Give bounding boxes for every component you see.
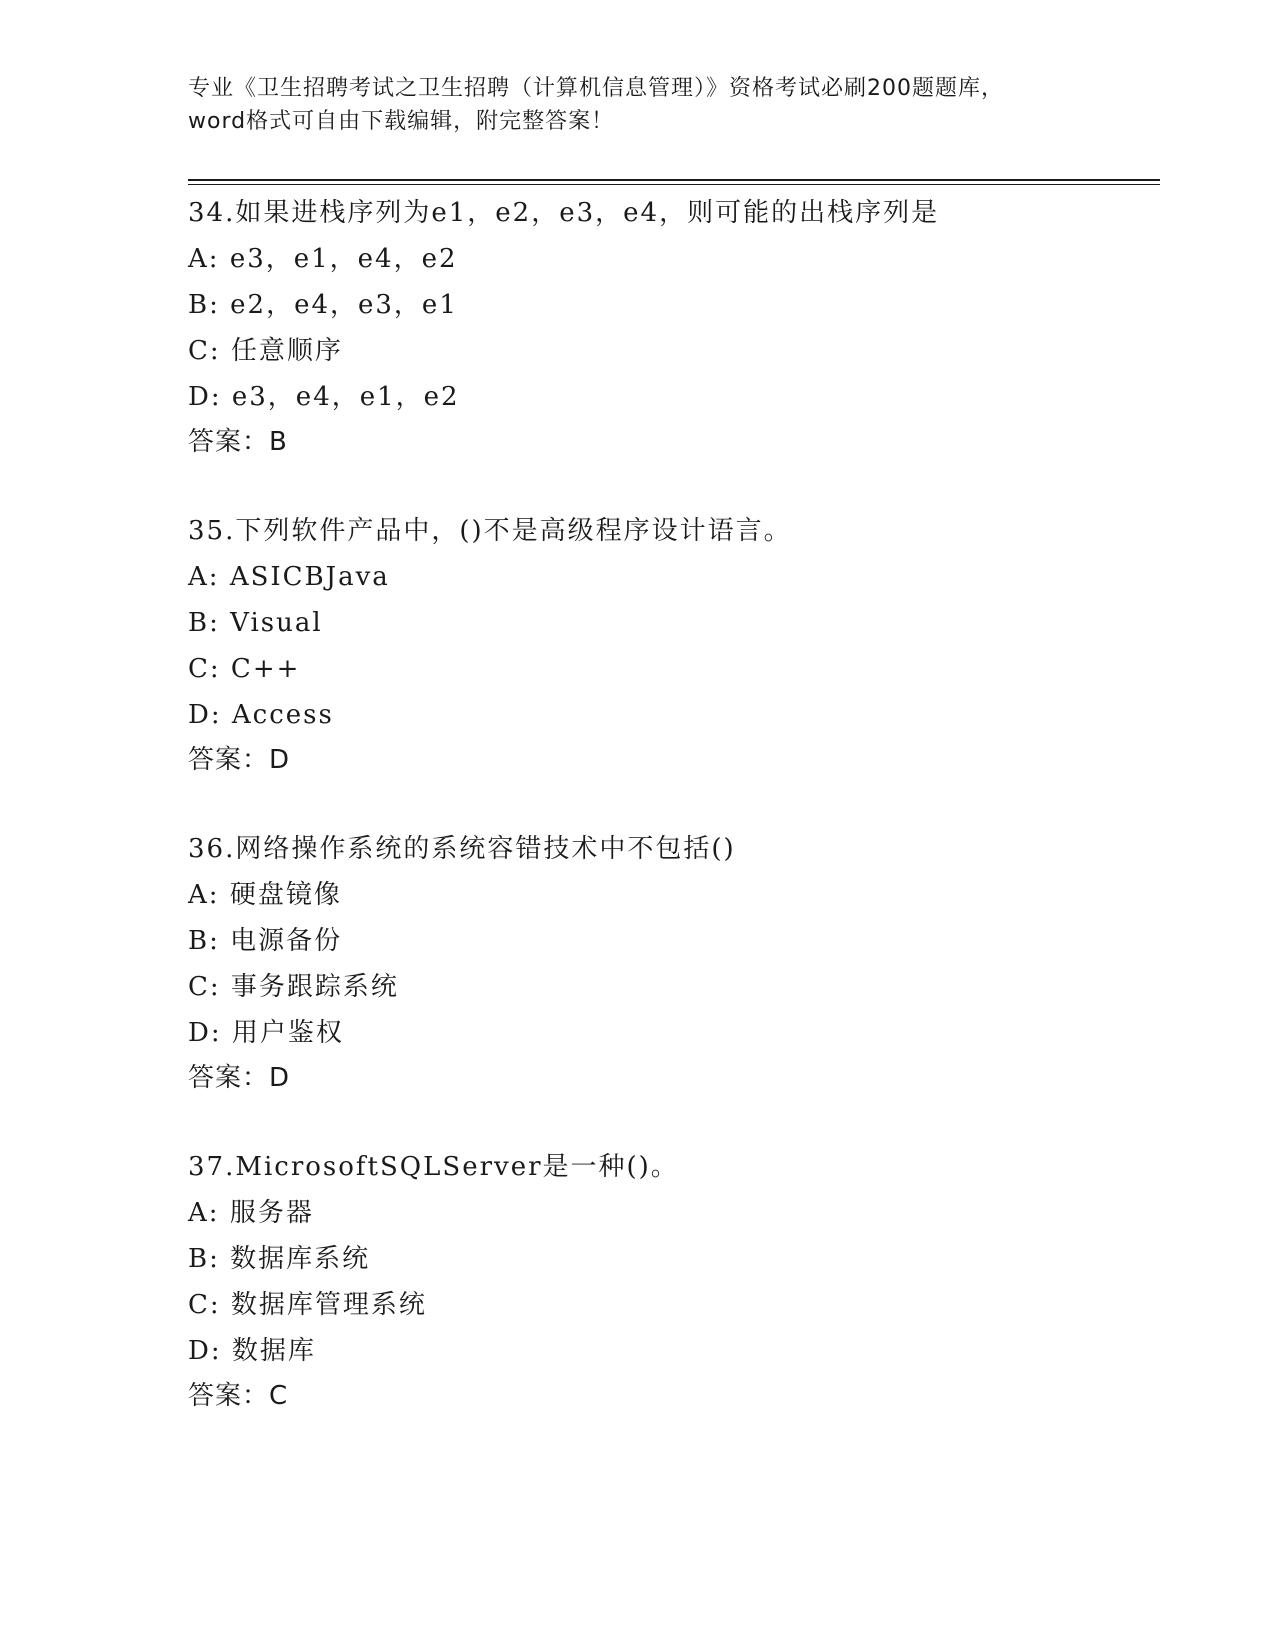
answer-value: D (269, 1063, 291, 1093)
answer-value: C (269, 1381, 289, 1411)
option-a (188, 872, 1188, 918)
question-item (188, 1144, 1188, 1418)
answer-value: B (269, 427, 288, 457)
option-a (188, 236, 1188, 282)
option-d (188, 1010, 1188, 1056)
answer-line (188, 420, 1188, 464)
option-letter: A: (188, 880, 220, 910)
option-letter: B: (188, 290, 220, 320)
header-line-2: word格式可自由下载编辑，附完整答案！ (188, 109, 615, 134)
option-text: Access (231, 700, 334, 730)
option-a (188, 554, 1188, 600)
option-letter: B: (188, 926, 220, 956)
header-divider-thick (188, 179, 1160, 181)
option-b (188, 282, 1188, 328)
answer-label: 答案： (188, 1063, 270, 1093)
option-letter: D: (188, 1018, 222, 1048)
option-b (188, 918, 1188, 964)
answer-label: 答案： (188, 745, 270, 775)
option-letter: C: (188, 972, 221, 1002)
option-text: 任意顺序 (230, 336, 343, 366)
option-text: 用户鉴权 (231, 1018, 344, 1048)
header-line-1: 专业《卫生招聘考试之卫生招聘（计算机信息管理）》资格考试必刷200题题库， (188, 76, 1004, 101)
answer-label: 答案： (188, 427, 270, 457)
answer-label: 答案： (188, 1381, 270, 1411)
option-d (188, 374, 1188, 420)
option-c (188, 328, 1188, 374)
answer-value: D (269, 745, 291, 775)
option-text: 数据库管理系统 (230, 1290, 427, 1320)
document-header (188, 72, 1088, 138)
option-text: e3，e1，e4，e2 (229, 244, 458, 274)
option-c (188, 964, 1188, 1010)
question-title: 35.下列软件产品中，()不是高级程序设计语言。 (188, 516, 792, 546)
option-letter: C: (188, 1290, 221, 1320)
option-text: e2，e4，e3，e1 (230, 290, 458, 320)
option-text: 服务器 (229, 1198, 314, 1228)
option-text: 事务跟踪系统 (230, 972, 399, 1002)
option-text: Visual (230, 608, 323, 638)
option-letter: B: (188, 608, 220, 638)
option-letter: D: (188, 700, 222, 730)
option-letter: C: (188, 654, 221, 684)
option-text: 数据库系统 (230, 1244, 371, 1274)
option-c (188, 646, 1188, 692)
option-text: 数据库 (231, 1336, 316, 1366)
option-letter: A: (188, 1198, 220, 1228)
option-letter: A: (188, 244, 220, 274)
answer-line (188, 738, 1188, 782)
option-text: ASICBJava (229, 562, 390, 592)
option-letter: A: (188, 562, 220, 592)
option-d (188, 1328, 1188, 1374)
option-b (188, 600, 1188, 646)
option-letter: C: (188, 336, 221, 366)
option-letter: D: (188, 382, 222, 412)
option-text: 硬盘镜像 (229, 880, 342, 910)
option-letter: B: (188, 1244, 220, 1274)
option-c (188, 1282, 1188, 1328)
option-letter: D: (188, 1336, 222, 1366)
question-title: 34.如果进栈序列为e1，e2，e3，e4，则可能的出栈序列是 (188, 198, 940, 228)
question-title: 36.网络操作系统的系统容错技术中不包括() (188, 834, 736, 864)
question-item (188, 508, 1188, 782)
answer-line (188, 1056, 1188, 1100)
option-text: e3，e4，e1，e2 (231, 382, 460, 412)
option-text: 电源备份 (230, 926, 343, 956)
header-divider-thin (188, 184, 1160, 185)
question-item (188, 826, 1188, 1100)
option-b (188, 1236, 1188, 1282)
question-item (188, 190, 1188, 464)
answer-line (188, 1374, 1188, 1418)
question-title: 37.MicrosoftSQLServer是一种()。 (188, 1152, 679, 1182)
option-text: C++ (230, 654, 301, 684)
question-list (188, 190, 1188, 1462)
option-a (188, 1190, 1188, 1236)
option-d (188, 692, 1188, 738)
